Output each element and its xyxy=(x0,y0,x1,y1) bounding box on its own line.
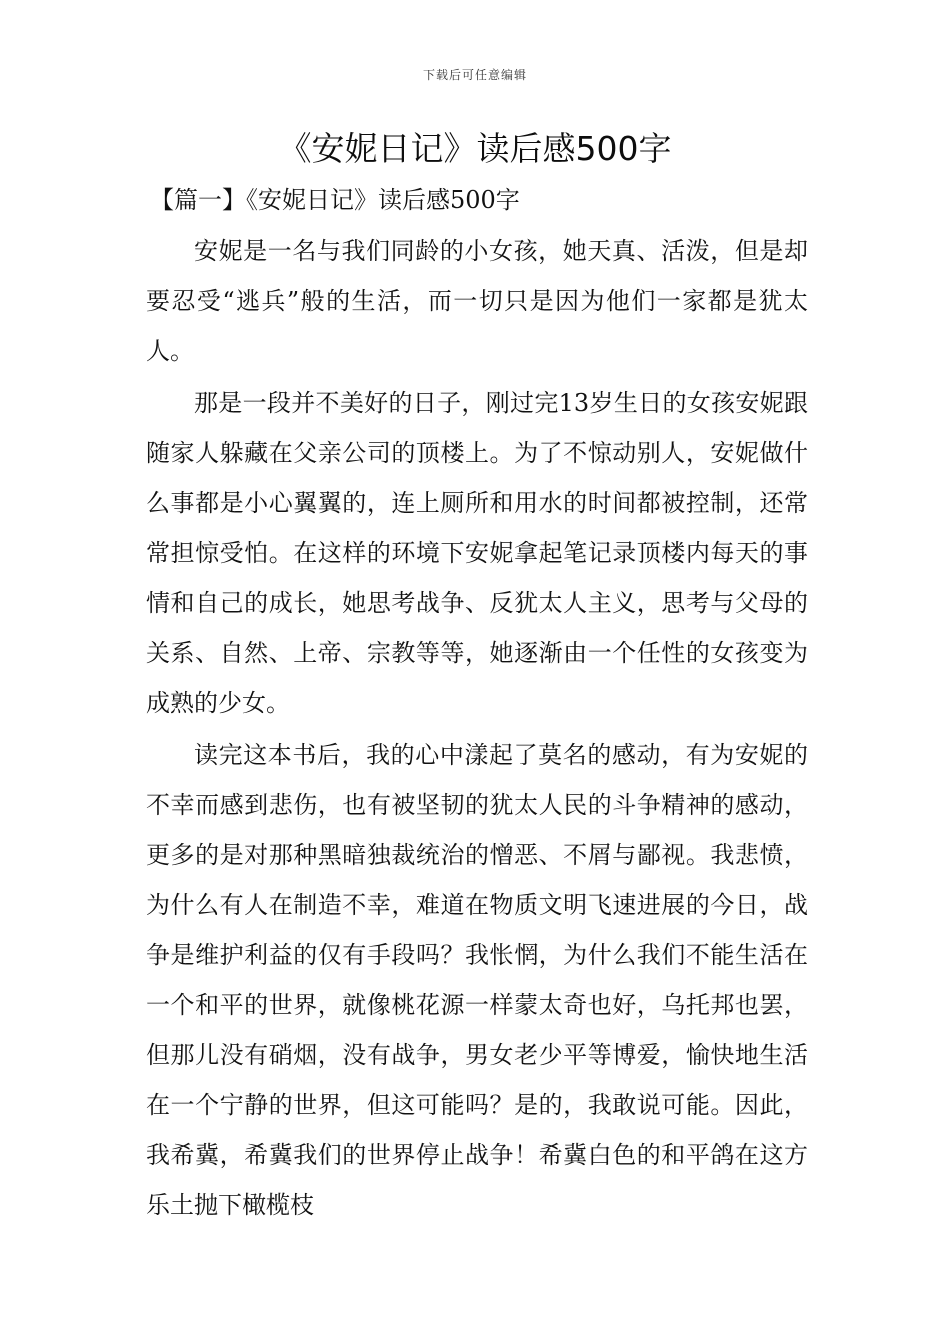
paragraph: 安妮是一名与我们同龄的小女孩，她天真、活泼，但是却要忍受“逃兵”般的生活，而一切只是因为他们一家都是犹太人。 xyxy=(146,237,808,365)
body-text xyxy=(146,226,808,1232)
paragraph: 那是一段并不美好的日子，刚过完13岁生日的女孩安妮跟随家人躲藏在父亲公司的顶楼上。为了不惊动别人，安妮做什么事都是小心翼翼的，连上厕所和用水的时间都被控制，还常常担惊受怕。在这样的环境下安妮拿起笔记录顶楼内每天的事情和自己的成长，她思考战争、反犹太人主义，思考与父母的关系、自然、上帝、宗教等等，她逐渐由一个任性的女孩变为成熟的少女。 xyxy=(146,389,808,717)
document-title: 《安妮日记》读后感500字 xyxy=(278,129,672,168)
section-heading: 【篇一】《安妮日记》读后感500字 xyxy=(150,186,520,214)
header-note: 下载后可任意编辑 xyxy=(422,68,527,82)
paragraph: 读完这本书后，我的心中漾起了莫名的感动，有为安妮的不幸而感到悲伤，也有被坚韧的犹太人民的斗争精神的感动，更多的是对那种黑暗独裁统治的憎恶、不屑与鄙视。我悲愤，为什么有人在制造不幸，难道在物质文明飞速进展的今日，战争是维护利益的仅有手段吗？我怅惘，为什么我们不能生活在一个和平的世界，就像桃花源一样蒙太奇也好，乌托邦也罢，但那儿没有硝烟，没有战争，男女老少平等博爱，愉快地生活在一个宁静的世界，但这可能吗？是的，我敢说可能。因此，我希冀，希冀我们的世界停止战争！希冀白色的和平鸽在这方乐土抛下橄榄枝 xyxy=(146,741,808,1219)
